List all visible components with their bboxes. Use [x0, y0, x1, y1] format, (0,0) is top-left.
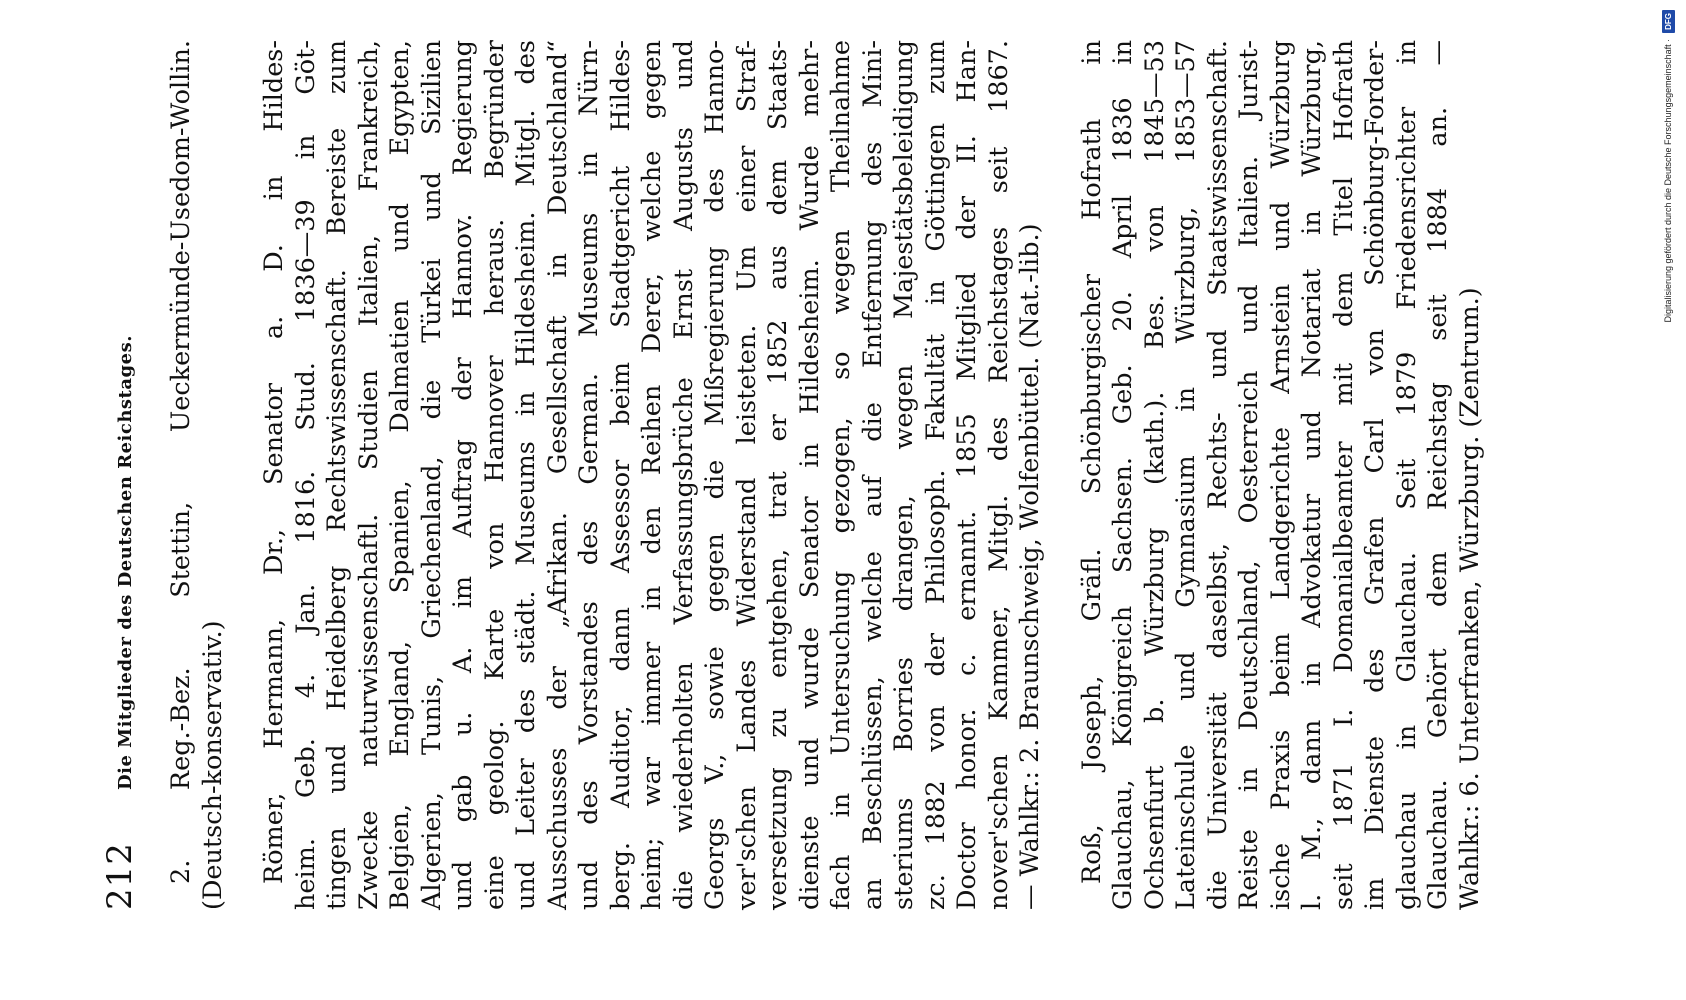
text-line: Georgs V., sowie gegen die Mißregierung des Hanno- — [700, 40, 730, 910]
text-line: die Universität daselbst, Rechts- und Staatswissenschaft. — [1202, 40, 1233, 910]
text-line: an Beschlüssen, welche auf die Entfernung des Mini- — [857, 40, 888, 910]
text-line: eine geolog. Karte von Hannover heraus. Begründer — [479, 40, 510, 910]
text-line: Glauchau, Königreich Sachsen. Geb. 20. April 1836 in — [1108, 40, 1138, 910]
text-line: die wiederholten Verfassungsbrüche Ernst Augusts und — [668, 40, 699, 910]
text-line: tingen und Heidelberg Rechtswissenschaft. Bereiste zum — [322, 40, 352, 910]
text-line: dienste und wurde Senator in Hildesheim. Wurde mehr- — [794, 40, 825, 910]
text-line: zc. 1882 von der Philosoph. Fakultät in Göttingen zum — [920, 40, 951, 910]
text-line: Glauchau. Gehört dem Reichstag seit 1884 an. — — [1423, 40, 1453, 910]
text-line: Doctor honor. c. ernannt. 1855 Mitglied der II. Han- — [952, 40, 982, 910]
text-line: (Deutsch-konservativ.) — [197, 620, 228, 910]
text-line: heim; war immer in den Reihen Derer, welche gegen — [637, 40, 667, 910]
text-line: glauchau in Glauchau. Seit 1879 Friedensrichter in — [1391, 40, 1422, 910]
text-line: ische Praxis beim Landgerichte Arnstein und Würzburg — [1265, 40, 1296, 910]
text-line: Belgien, England, Spanien, Dalmatien und Egypten, — [385, 40, 415, 910]
text-line: im Dienste des Grafen Carl von Schönburg-Forder- — [1360, 40, 1390, 910]
text-line: Wahlkr.: 6. Unterfranken, Würzburg. (Zentrum.) — [1454, 287, 1485, 910]
text-line: Algerien, Tunis, Griechenland, die Türkei und Sizilien — [416, 40, 447, 910]
text-line: fach in Untersuchung gezogen, so wegen Theilnahme — [826, 40, 856, 910]
page-header — [100, 40, 148, 910]
text-line: Reiste in Deutschland, Oesterreich und Italien. Jurist- — [1234, 40, 1264, 910]
text-line: nover'schen Kammer, Mitgl. des Reichstages seit 1867. — [983, 40, 1014, 910]
page-number: 212 — [100, 842, 140, 910]
text-line: Römer, Hermann, Dr., Senator a. D. in Hildes- — [259, 40, 289, 884]
text-line: berg. Auditor, dann Assessor beim Stadtgericht Hildes- — [605, 40, 636, 910]
text-line: Lateinschule und Gymnasium in Würzburg, 1853—57 — [1171, 40, 1201, 910]
district-heading — [166, 40, 229, 910]
document-page — [100, 40, 1485, 910]
text-line: heim. Geb. 4. Jan. 1816. Stud. 1836—39 in Göt- — [290, 40, 321, 910]
text-line: und Leiter des städt. Museums in Hildesheim. Mitgl. des — [511, 40, 541, 910]
text-line: ver'schen Landes Widerstand leisteten. Um einer Straf- — [731, 40, 762, 910]
biography-entry-ross — [1077, 40, 1487, 910]
text-line: steriums Borries drangen, wegen Majestätsbeleidigung — [889, 40, 919, 910]
text-line: Ochsenfurt b. Würzburg (kath.). Bes. von 1845—53 — [1139, 40, 1170, 910]
text-line: 2. Reg.-Bez. Stettin, Ueckermünde-Usedom-Wollin. — [166, 40, 196, 884]
text-line: Zwecke naturwissenschaftl. Studien Italien, Frankreich, — [353, 40, 384, 910]
text-line: Roß, Joseph, Gräfl. Schönburgischer Hofrath in — [1076, 40, 1107, 884]
text-line: l. M., dann in Advokatur und Notariat in Würzburg, — [1297, 40, 1327, 910]
text-line: Ausschusses der „Afrikan. Gesellschaft in Deutschland“ — [542, 40, 573, 910]
text-line: versetzung zu entgehen, trat er 1852 aus dem Staats- — [763, 40, 793, 910]
text-line: und gab u. A. im Auftrag der Hannov. Regierung — [448, 40, 478, 910]
running-title: Die Mitglieder des Deutschen Reichstages. — [115, 335, 136, 790]
credit-text: Digitalisierung gefördert durch die Deutsche Forschungsgemeinschaft · — [1663, 38, 1673, 323]
dfg-logo-icon: DFG — [1662, 10, 1675, 33]
biography-entry-roemer — [259, 40, 1047, 910]
text-line: — Wahlkr.: 2. Braunschweig, Wolfenbüttel. (Nat.-lib.) — [1015, 223, 1045, 910]
digitization-credit — [1660, 10, 1676, 995]
text-line: seit 1871 I. Domanialbeamter mit dem Titel Hofrath — [1328, 40, 1359, 910]
text-line: und des Vorstandes des German. Museums in Nürn- — [574, 40, 604, 910]
